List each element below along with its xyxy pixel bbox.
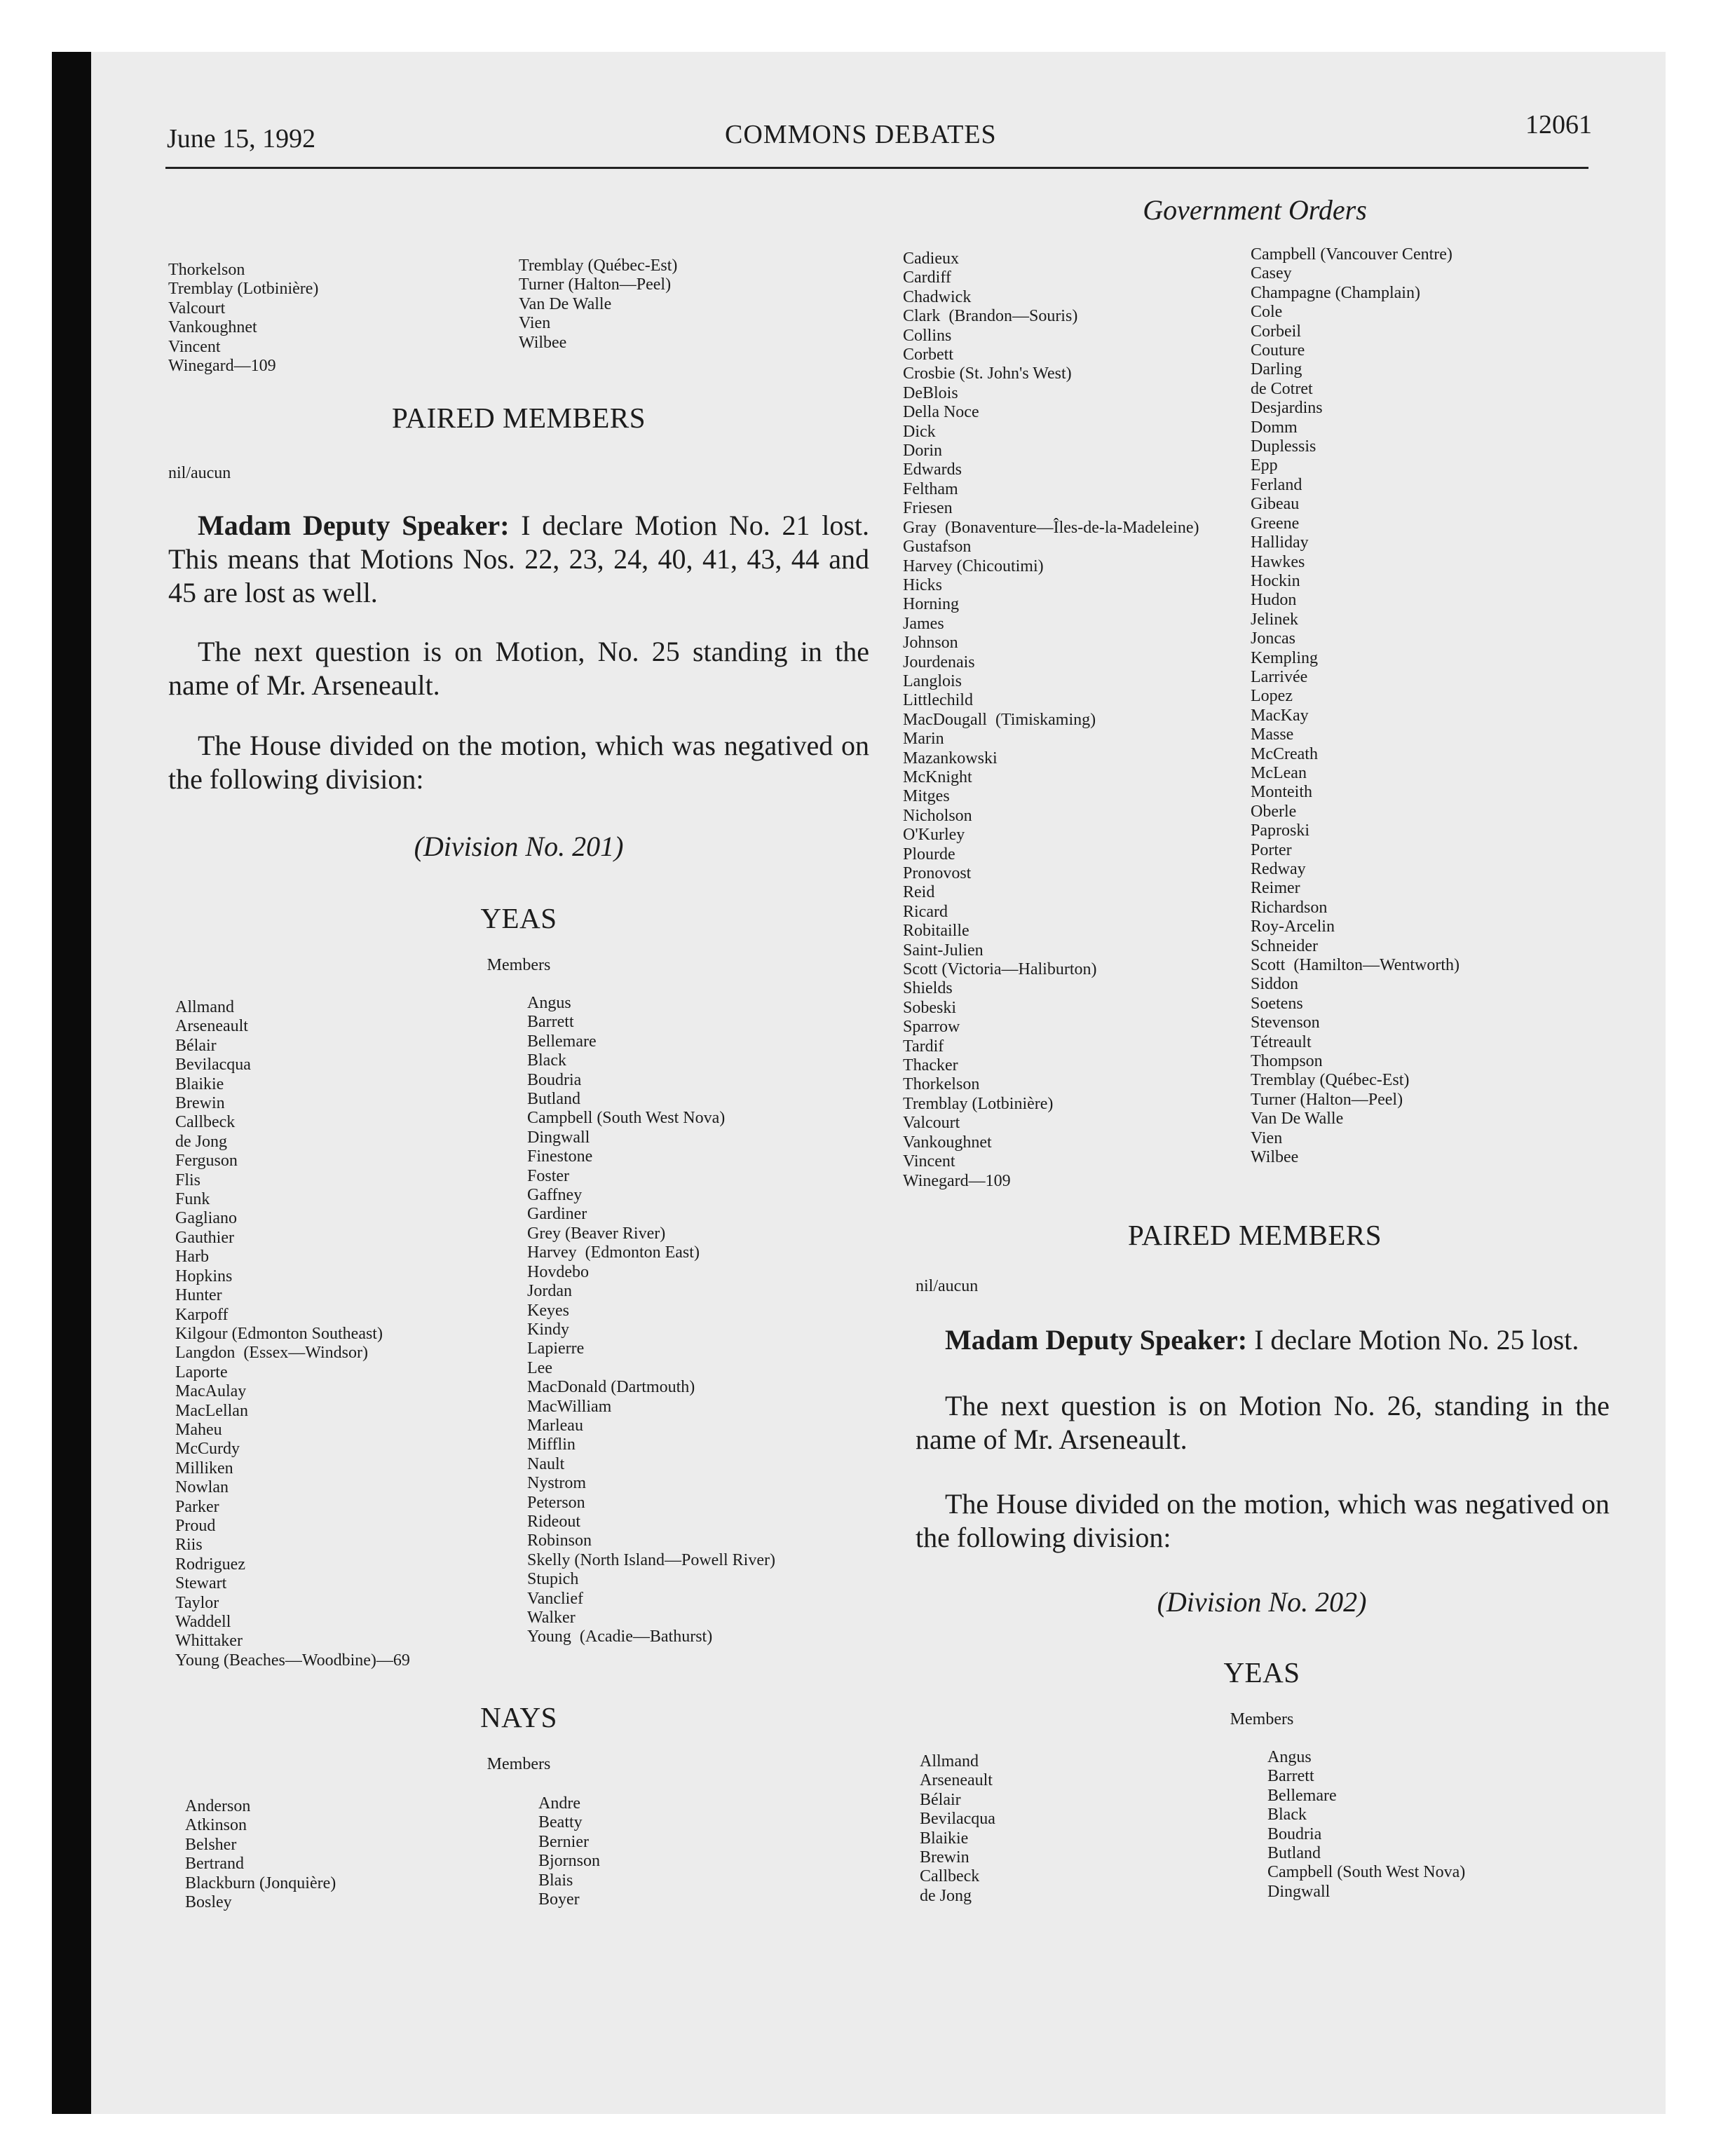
speaker-statement-2	[916, 1323, 1610, 1357]
member-name: Whittaker	[175, 1632, 243, 1651]
member-name: Proud	[175, 1516, 216, 1535]
member-name: Ferguson	[175, 1152, 238, 1171]
speaker-text: I declare Motion No. 21 lost. This means that Motions Nos. 22, 23, 24, 40, 41, 43, 44 and 45 are lost as well.	[168, 510, 869, 608]
member-name: Rideout	[527, 1512, 580, 1531]
member-name: Darling	[1251, 360, 1302, 379]
member-name: Mitges	[903, 787, 950, 806]
member-name: Kilgour (Edmonton Southeast)	[175, 1324, 383, 1343]
member-name: Thompson	[1251, 1052, 1323, 1071]
member-name: Bellemare	[1267, 1786, 1337, 1805]
member-name: de Jong	[920, 1886, 972, 1905]
member-name: Bertrand	[185, 1855, 244, 1874]
member-name: de Jong	[175, 1132, 227, 1151]
member-name: Gaffney	[527, 1186, 583, 1205]
member-name: Vanclief	[527, 1589, 583, 1608]
header-date: June 15, 1992	[167, 124, 316, 153]
member-name: Boudria	[1267, 1824, 1322, 1843]
paired-members-text: nil/aucun	[168, 464, 231, 482]
member-name: Bevilacqua	[175, 1056, 251, 1074]
member-name: Johnson	[903, 634, 958, 653]
member-name: Cardiff	[903, 268, 951, 287]
member-name: Marin	[903, 730, 944, 749]
member-name: Domm	[1251, 418, 1298, 437]
member-name: MacLellan	[175, 1401, 248, 1420]
member-name: Langlois	[903, 671, 962, 690]
member-name: Littlechild	[903, 691, 973, 710]
member-name: Vien	[1251, 1128, 1283, 1147]
member-name: Keyes	[527, 1301, 569, 1320]
member-name: MacDougall (Timiskaming)	[903, 710, 1096, 729]
paired-members-heading-2: PAIRED MEMBERS	[1127, 1219, 1382, 1251]
member-name: Oberle	[1251, 802, 1297, 821]
member-name: Nault	[527, 1454, 565, 1473]
member-name: Della Noce	[903, 403, 979, 422]
member-name: Tardif	[903, 1037, 944, 1056]
member-name: Robinson	[527, 1531, 592, 1550]
member-name: Champagne (Champlain)	[1251, 283, 1420, 302]
member-name: Young (Acadie—Bathurst)	[527, 1628, 713, 1646]
member-name: James	[903, 614, 944, 633]
member-name: Dingwall	[527, 1128, 590, 1147]
member-name: Butland	[1267, 1844, 1321, 1863]
member-name: Brewin	[920, 1848, 969, 1867]
member-name: Thacker	[903, 1056, 958, 1075]
member-name: Hunter	[175, 1286, 222, 1305]
member-name: Larrivée	[1251, 667, 1308, 686]
header-title: COMMONS DEBATES	[725, 120, 997, 149]
member-name: Ricard	[903, 902, 948, 921]
nays-continued-col1	[168, 261, 318, 376]
member-name: Plourde	[903, 845, 955, 864]
member-name: Pronovost	[903, 864, 972, 882]
member-name: Turner (Halton—Peel)	[519, 275, 672, 294]
member-name: Dick	[903, 422, 936, 441]
yeas-heading-2: YEAS	[1223, 1656, 1300, 1688]
member-name: Andre	[538, 1794, 580, 1813]
member-name: Sobeski	[903, 998, 957, 1017]
house-divided-paragraph: The House divided on the motion, which was negatived on the following division:	[168, 730, 869, 795]
nays-col2-cont	[1251, 245, 1460, 1168]
member-name: Friesen	[903, 499, 953, 518]
header-rule	[165, 167, 1588, 169]
member-name: Dorin	[903, 442, 942, 460]
member-name: Rodriguez	[175, 1555, 245, 1574]
member-name: Duplessis	[1251, 437, 1316, 456]
member-name: Cadieux	[903, 250, 959, 268]
header-page-number: 12061	[1525, 110, 1592, 139]
member-name: Greene	[1251, 514, 1300, 533]
member-name: Mifflin	[527, 1435, 576, 1454]
member-name: MacWilliam	[527, 1397, 612, 1416]
member-name: Harvey (Edmonton East)	[527, 1243, 700, 1262]
member-name: Hockin	[1251, 571, 1300, 590]
member-name: Epp	[1251, 456, 1278, 475]
member-name: Campbell (South West Nova)	[527, 1109, 726, 1128]
member-name: Tremblay (Québec-Est)	[1251, 1071, 1410, 1090]
member-name: Richardson	[1251, 898, 1328, 917]
member-name: Angus	[527, 994, 571, 1012]
member-name: Bevilacqua	[920, 1810, 995, 1829]
member-name: Brewin	[175, 1094, 225, 1113]
member-name: Bélair	[920, 1790, 961, 1809]
member-name: Belsher	[185, 1835, 237, 1854]
member-name: Maheu	[175, 1420, 222, 1439]
member-name: Flis	[175, 1171, 201, 1189]
member-name: Allmand	[920, 1752, 979, 1770]
member-name: Jourdenais	[903, 653, 975, 671]
yeas-col1-2	[920, 1752, 995, 1906]
member-name: Hawkes	[1251, 552, 1305, 571]
member-name: Angus	[1267, 1748, 1312, 1766]
house-divided-paragraph-2: The House divided on the motion, which was negatived on the following division:	[916, 1488, 1610, 1553]
member-name: Dingwall	[1267, 1882, 1331, 1901]
member-name: Soetens	[1251, 994, 1303, 1013]
member-name: Wilbee	[1251, 1148, 1299, 1167]
yeas-members-caption: Members	[487, 956, 551, 974]
member-name: Vien	[519, 314, 551, 333]
member-name: Butland	[527, 1090, 580, 1109]
member-name: Tremblay (Lotbinière)	[168, 280, 319, 299]
member-name: Vankoughnet	[903, 1133, 992, 1152]
member-name: Monteith	[1251, 783, 1312, 802]
member-name: Gustafson	[903, 538, 972, 557]
member-name: Corbeil	[1251, 322, 1301, 341]
member-name: Bélair	[175, 1036, 217, 1055]
member-name: Harvey (Chicoutimi)	[903, 557, 1044, 575]
nays-continued-col2	[519, 257, 677, 353]
member-name: Gagliano	[175, 1209, 237, 1228]
speaker-label: Madam Deputy Speaker:	[198, 510, 510, 541]
member-name: Roy-Arcelin	[1251, 917, 1335, 936]
member-name: Blaikie	[175, 1074, 224, 1093]
member-name: Tétreault	[1251, 1032, 1312, 1051]
member-name: Riis	[175, 1536, 203, 1555]
member-name: Saint-Julien	[903, 941, 984, 960]
member-name: Scott (Victoria—Haliburton)	[903, 960, 1097, 979]
nays-heading: NAYS	[480, 1701, 557, 1733]
member-name: Stewart	[175, 1574, 227, 1593]
member-name: Shields	[903, 979, 953, 998]
member-name: Couture	[1251, 341, 1305, 360]
member-name: Kempling	[1251, 648, 1318, 667]
nays-members-caption: Members	[487, 1755, 551, 1773]
member-name: Arseneault	[175, 1017, 248, 1036]
member-name: Campbell (Vancouver Centre)	[1251, 245, 1452, 264]
member-name: Van De Walle	[519, 294, 612, 313]
member-name: Chadwick	[903, 287, 972, 306]
member-name: Valcourt	[168, 299, 226, 318]
member-name: Clark (Brandon—Souris)	[903, 307, 1078, 326]
member-name: Kindy	[527, 1320, 569, 1339]
member-name: Callbeck	[175, 1113, 236, 1132]
member-name: Casey	[1251, 264, 1292, 283]
member-name: Reimer	[1251, 879, 1300, 898]
member-name: Young (Beaches—Woodbine)—69	[175, 1651, 410, 1670]
member-name: Joncas	[1251, 629, 1295, 648]
member-name: Sparrow	[903, 1018, 960, 1037]
member-name: MacDonald (Dartmouth)	[527, 1378, 695, 1397]
member-name: Milliken	[175, 1459, 233, 1478]
member-name: Lopez	[1251, 687, 1293, 706]
speaker-text-2: I declare Motion No. 25 lost.	[1247, 1324, 1579, 1356]
member-name: Parker	[175, 1497, 219, 1516]
member-name: Feltham	[903, 479, 958, 498]
member-name: Hovdebo	[527, 1262, 589, 1281]
member-name: Bernier	[538, 1832, 589, 1851]
member-name: Edwards	[903, 460, 962, 479]
member-name: Bosley	[185, 1893, 232, 1912]
member-name: O'Kurley	[903, 826, 965, 845]
member-name: McCurdy	[175, 1440, 240, 1459]
member-name: Waddell	[175, 1613, 231, 1631]
member-name: Jordan	[527, 1282, 572, 1301]
member-name: Nowlan	[175, 1478, 229, 1497]
member-name: Mazankowski	[903, 749, 998, 767]
member-name: Skelly (North Island—Powell River)	[527, 1550, 775, 1569]
member-name: Stevenson	[1251, 1014, 1320, 1032]
division-number: (Division No. 201)	[414, 831, 624, 862]
member-name: Gibeau	[1251, 495, 1300, 514]
speaker-label-2: Madam Deputy Speaker:	[945, 1324, 1248, 1356]
member-name: Schneider	[1251, 936, 1318, 955]
yeas-heading: YEAS	[480, 902, 557, 934]
member-name: Bjornson	[538, 1852, 601, 1871]
member-name: Bellemare	[527, 1032, 597, 1051]
member-name: Allmand	[175, 998, 234, 1016]
member-name: Ferland	[1251, 475, 1302, 494]
member-name: Black	[527, 1051, 566, 1070]
member-name: Arseneault	[920, 1771, 993, 1790]
member-name: Vincent	[168, 337, 221, 356]
member-name: de Cotret	[1251, 379, 1313, 398]
member-name: Hicks	[903, 575, 942, 594]
member-name: Foster	[527, 1166, 569, 1185]
paired-members-text-2: nil/aucun	[916, 1277, 979, 1295]
member-name: Thorkelson	[903, 1075, 980, 1094]
member-name: Vankoughnet	[168, 318, 257, 337]
member-name: DeBlois	[903, 383, 958, 402]
member-name: Campbell (South West Nova)	[1267, 1863, 1466, 1882]
member-name: Masse	[1251, 725, 1294, 744]
member-name: Beatty	[538, 1813, 583, 1832]
member-name: MacAulay	[175, 1382, 247, 1401]
yeas-members-caption-2: Members	[1230, 1710, 1294, 1728]
member-name: McKnight	[903, 767, 972, 786]
member-name: Blackburn (Jonquière)	[185, 1874, 336, 1892]
member-name: Lee	[527, 1358, 552, 1377]
paired-members-heading: PAIRED MEMBERS	[391, 402, 646, 434]
member-name: Blais	[538, 1871, 573, 1890]
member-name: Nicholson	[903, 806, 972, 825]
member-name: Winegard—109	[168, 357, 276, 376]
member-name: Finestone	[527, 1147, 593, 1166]
member-name: Scott (Hamilton—Wentworth)	[1251, 956, 1460, 975]
member-name: Blaikie	[920, 1829, 969, 1848]
member-name: Jelinek	[1251, 610, 1298, 629]
member-name: Barrett	[527, 1013, 574, 1032]
yeas-col1	[175, 998, 410, 1670]
member-name: Hudon	[1251, 591, 1297, 610]
member-name: Gardiner	[527, 1205, 587, 1224]
member-name: Gauthier	[175, 1228, 234, 1247]
member-name: Vincent	[903, 1152, 955, 1171]
member-name: Collins	[903, 326, 952, 345]
member-name: Grey (Beaver River)	[527, 1224, 666, 1243]
member-name: Karpoff	[175, 1305, 229, 1324]
member-name: Cole	[1251, 303, 1283, 322]
yeas-col2-2	[1267, 1748, 1465, 1902]
member-name: Anderson	[185, 1797, 251, 1815]
member-name: Robitaille	[903, 922, 969, 941]
member-name: Boyer	[538, 1890, 580, 1909]
nays-col1-cont	[903, 250, 1199, 1191]
member-name: Desjardins	[1251, 399, 1323, 418]
member-name: Halliday	[1251, 533, 1309, 552]
division-number-2: (Division No. 202)	[1157, 1586, 1367, 1618]
member-name: Turner (Halton—Peel)	[1251, 1090, 1403, 1109]
nays-col1	[185, 1797, 336, 1912]
member-name: Reid	[903, 883, 935, 902]
member-name: Harb	[175, 1248, 209, 1267]
member-name: Nystrom	[527, 1474, 586, 1493]
member-name: Taylor	[175, 1593, 219, 1612]
member-name: Laporte	[175, 1363, 228, 1381]
member-name: Langdon (Essex—Windsor)	[175, 1344, 368, 1363]
next-question-paragraph-2: The next question is on Motion No. 26, standing in the name of Mr. Arseneault.	[916, 1390, 1610, 1455]
member-name: Atkinson	[185, 1816, 247, 1835]
member-name: Van De Walle	[1251, 1110, 1344, 1128]
member-name: Redway	[1251, 860, 1306, 878]
nays-col2	[538, 1794, 600, 1909]
member-name: Wilbee	[519, 333, 567, 352]
member-name: Stupich	[527, 1570, 579, 1589]
member-name: McLean	[1251, 763, 1307, 782]
member-name: Funk	[175, 1190, 210, 1209]
member-name: MacKay	[1251, 706, 1309, 725]
member-name: Crosbie (St. John's West)	[903, 364, 1072, 383]
member-name: Horning	[903, 595, 959, 614]
member-name: Porter	[1251, 840, 1292, 859]
member-name: Paproski	[1251, 821, 1309, 840]
member-name: Winegard—109	[903, 1171, 1011, 1190]
next-question-paragraph: The next question is on Motion, No. 25 standing in the name of Mr. Arseneault.	[168, 636, 869, 701]
yeas-col2	[527, 994, 775, 1647]
member-name: Valcourt	[903, 1114, 960, 1133]
member-name: Walker	[527, 1609, 576, 1627]
member-name: Callbeck	[920, 1867, 980, 1886]
speaker-statement	[168, 509, 869, 610]
member-name: McCreath	[1251, 744, 1318, 763]
member-name: Corbett	[903, 346, 953, 364]
member-name: Black	[1267, 1806, 1307, 1824]
member-name: Tremblay (Lotbinière)	[903, 1094, 1054, 1113]
member-name: Boudria	[527, 1070, 582, 1089]
member-name: Hopkins	[175, 1267, 233, 1285]
member-name: Thorkelson	[168, 261, 245, 279]
member-name: Tremblay (Québec-Est)	[519, 257, 678, 275]
member-name: Siddon	[1251, 975, 1299, 994]
member-name: Barrett	[1267, 1767, 1314, 1786]
member-name: Lapierre	[527, 1339, 585, 1358]
member-name: Gray (Bonaventure—Îles-de-la-Madeleine)	[903, 518, 1199, 537]
member-name: Peterson	[527, 1493, 585, 1512]
member-name: Marleau	[527, 1416, 583, 1435]
section-title: Government Orders	[1143, 194, 1367, 226]
scan-edge-bar	[52, 52, 91, 2114]
